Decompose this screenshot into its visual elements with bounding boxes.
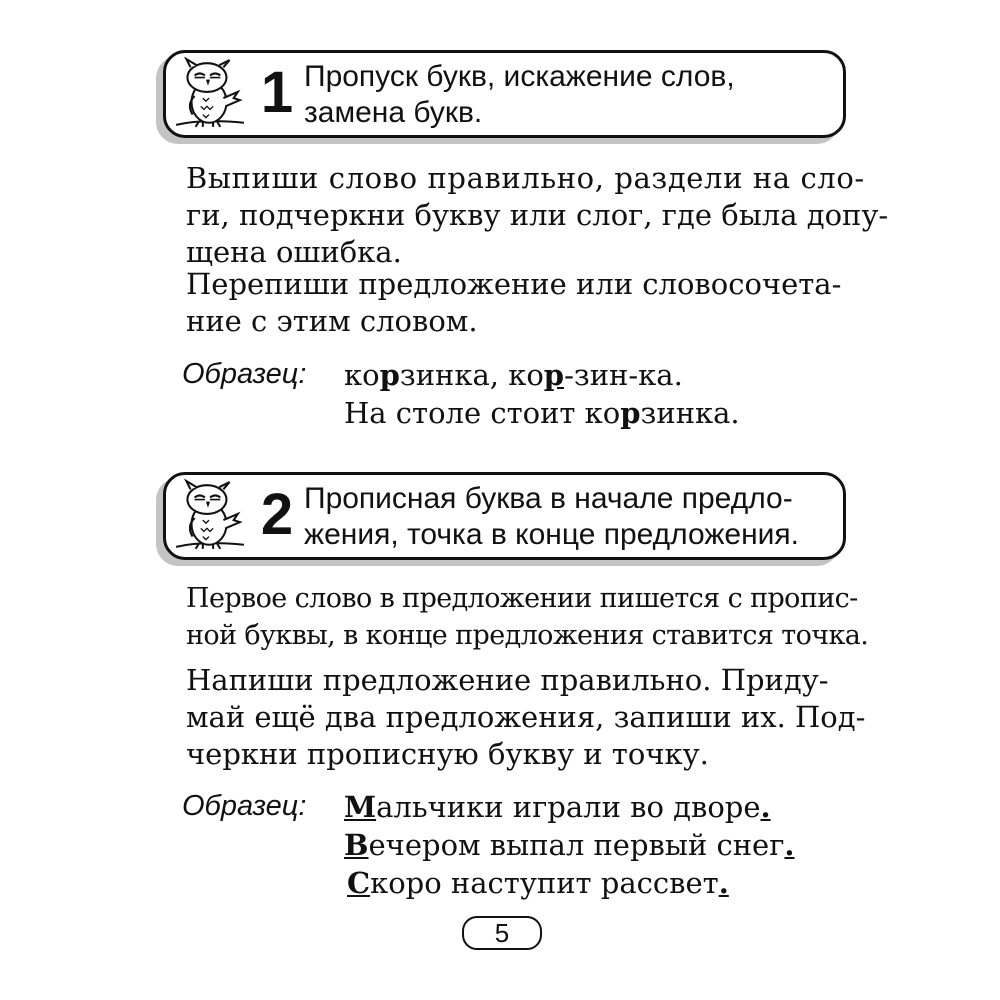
owl-icon	[172, 479, 246, 553]
section-2-example-3: Скоро наступит рассвет.	[347, 866, 729, 900]
section-2-example-label: Образец:	[182, 790, 307, 822]
section-1-example-line-1: корзинка, кор-зин-ка.	[344, 358, 683, 392]
section-1-number: 1	[260, 60, 294, 125]
section-1-instruction-2: Перепиши предложение или словосочета- ние с этим словом.	[186, 267, 842, 338]
section-1-header	[163, 50, 846, 138]
section-2-rule: Первое слово в предложении пишется с пропис- ной буквы, в конце предложения ставится точка.	[186, 583, 869, 651]
section-1-example-line-2: На столе стоит корзинка.	[344, 396, 740, 430]
section-2-title: Прописная буква в начале предло- жения, точка в конце предложения.	[304, 482, 800, 551]
section-1-example-label: Образец:	[182, 358, 307, 390]
section-1-title: Пропуск букв, искажение слов, замена букв.	[304, 60, 735, 129]
page-number: 5	[462, 916, 542, 950]
section-2-example-1: Мальчики играли во дворе.	[344, 790, 771, 824]
section-2-example-2: Вечером выпал первый снег.	[344, 828, 795, 862]
section-2-header	[163, 472, 846, 560]
section-2-instruction: Напиши предложение правильно. Приду- май ещё два предложения, запиши их. Под- черкни прописную букву и точку.	[186, 663, 866, 771]
owl-icon	[172, 57, 246, 131]
section-2-number: 2	[260, 482, 294, 547]
section-1-instruction-1: Выпиши слово правильно, раздели на сло- ги, подчеркни букву или слог, где была допу- щена ошибка.	[186, 161, 889, 269]
